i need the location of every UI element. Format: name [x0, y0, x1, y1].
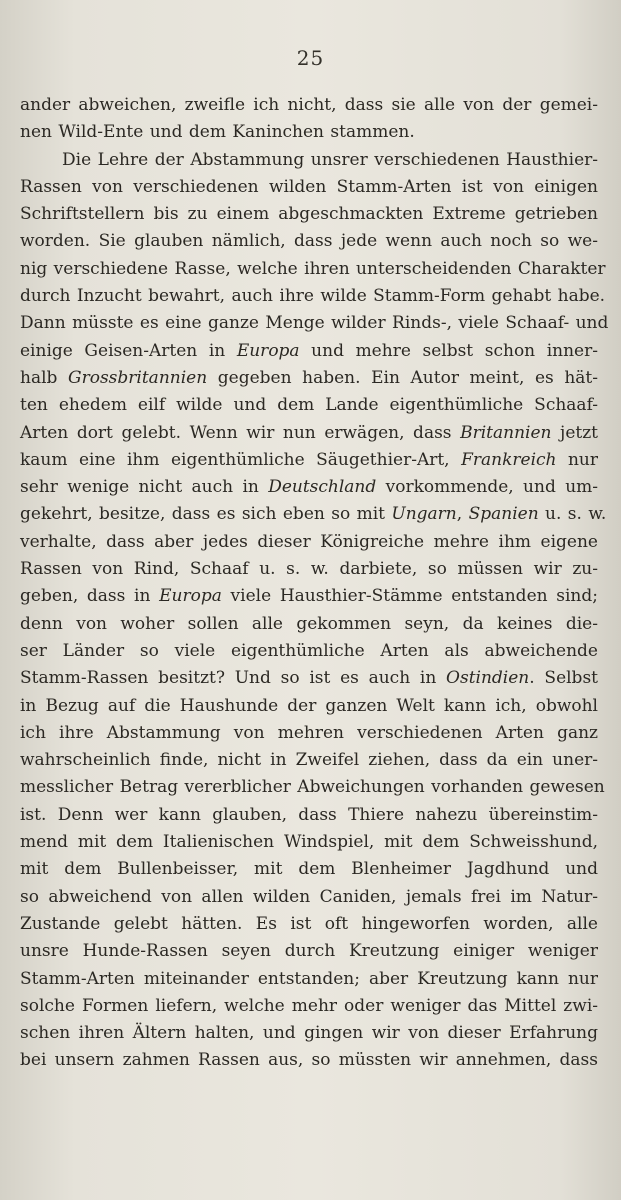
text-line: ander abweichen, zweifle ich nicht, dass sie alle von der gemei- [20, 95, 598, 115]
text-line: wahrscheinlich finde, nicht in Zweifel ziehen, dass da ein uner- [20, 750, 598, 771]
text-line: nen Wild-Ente und dem Kaninchen stammen. [20, 122, 415, 143]
text-line: Die Lehre der Abstammung unsrer verschiedenen Hausthier- [62, 149, 598, 170]
text-line: kaum eine ihm eigenthümliche Säugethier-Art, Frankreich nur [20, 449, 598, 470]
text-line: Stamm-Arten miteinander entstanden; aber Kreutzung kann nur [20, 968, 598, 989]
italic-place-name: Spanien [468, 504, 539, 525]
text-line: mend mit dem Italienischen Windspiel, mit dem Schweisshund, [20, 832, 598, 853]
italic-place-name: Ungarn [391, 504, 457, 525]
text-line: geben, dass in Europa viele Hausthier-Stämme entstanden sind; [20, 586, 598, 607]
text-line: messlicher Betrag vererblicher Abweichungen vorhanden gewesen [20, 777, 605, 798]
text-line: halb Grossbritannien gegeben haben. Ein Autor meint, es hät- [20, 367, 598, 388]
text-line: so abweichend von allen wilden Caniden, jemals frei im Natur- [20, 886, 598, 907]
text-line: Zustande gelebt hätten. Es ist oft hingeworfen worden, alle [20, 913, 598, 934]
italic-place-name: Frankreich [461, 449, 557, 470]
text-line: durch Inzucht bewahrt, auch ihre wilde Stamm-Form gehabt habe. [20, 286, 606, 307]
text-line: worden. Sie glauben nämlich, dass jede wenn auch noch so we- [20, 231, 598, 252]
italic-place-name: Grossbritannien [68, 367, 208, 388]
text-line: gekehrt, besitze, dass es sich eben so mit Ungarn, Spanien u. s. w. [20, 504, 607, 525]
text-line: Rassen von verschiedenen wilden Stamm-Arten ist von einigen [20, 176, 598, 197]
italic-place-name: Deutschland [268, 477, 377, 498]
text-line: denn von woher sollen alle gekommen seyn, da keines die- [20, 613, 598, 634]
text-line: ist. Denn wer kann glauben, dass Thiere nahezu übereinstim- [20, 804, 598, 825]
body-text [20, 92, 609, 1075]
text-line: nig verschiedene Rasse, welche ihren unterscheidenden Charakter [20, 258, 606, 279]
text-line: solche Formen liefern, welche mehr oder weniger das Mittel zwi- [20, 995, 598, 1016]
text-line: bei unsern zahmen Rassen aus, so müssten wir annehmen, dass [20, 1050, 598, 1071]
text-line: Rassen von Rind, Schaaf u. s. w. darbiete, so müssen wir zu- [20, 559, 598, 580]
text-line: Stamm-Rassen besitzt? Und so ist es auch in Ostindien. Selbst [20, 668, 598, 689]
italic-place-name: Ostindien [446, 668, 530, 689]
italic-place-name: Europa [236, 340, 300, 361]
text-line: unsre Hunde-Rassen seyen durch Kreutzung einiger weniger [20, 941, 598, 962]
text-line: schen ihren Ältern halten, und gingen wir von dieser Erfahrung [20, 1023, 598, 1044]
page-number: 25 [296, 46, 325, 70]
text-line: Schriftstellern bis zu einem abgeschmackten Extreme getrieben [20, 204, 598, 225]
text-line: mit dem Bullenbeisser, mit dem Blenheimer Jagdhund und [20, 859, 598, 880]
text-line: in Bezug auf die Haushunde der ganzen Welt kann ich, obwohl [20, 695, 598, 716]
italic-place-name: Britannien [460, 422, 552, 443]
text-line: Arten dort gelebt. Wenn wir nun erwägen, dass Britannien jetzt [20, 422, 599, 443]
italic-place-name: Europa [159, 586, 222, 607]
text-line: sehr wenige nicht auch in Deutschland vorkommende, und um- [20, 477, 599, 498]
text-line: ten ehedem eilf wilde und dem Lande eigenthümliche Schaaf- [20, 395, 598, 416]
text-line: einige Geisen-Arten in Europa und mehre selbst schon inner- [20, 340, 598, 361]
text-line: ich ihre Abstammung von mehren verschiedenen Arten ganz [20, 722, 598, 743]
text-line: verhalte, dass aber jedes dieser Königreiche mehre ihm eigene [20, 531, 598, 552]
text-line: Dann müsste es eine ganze Menge wilder Rinds-, viele Schaaf- und [20, 313, 609, 334]
text-line: ser Länder so viele eigenthümliche Arten als abweichende [20, 640, 598, 661]
